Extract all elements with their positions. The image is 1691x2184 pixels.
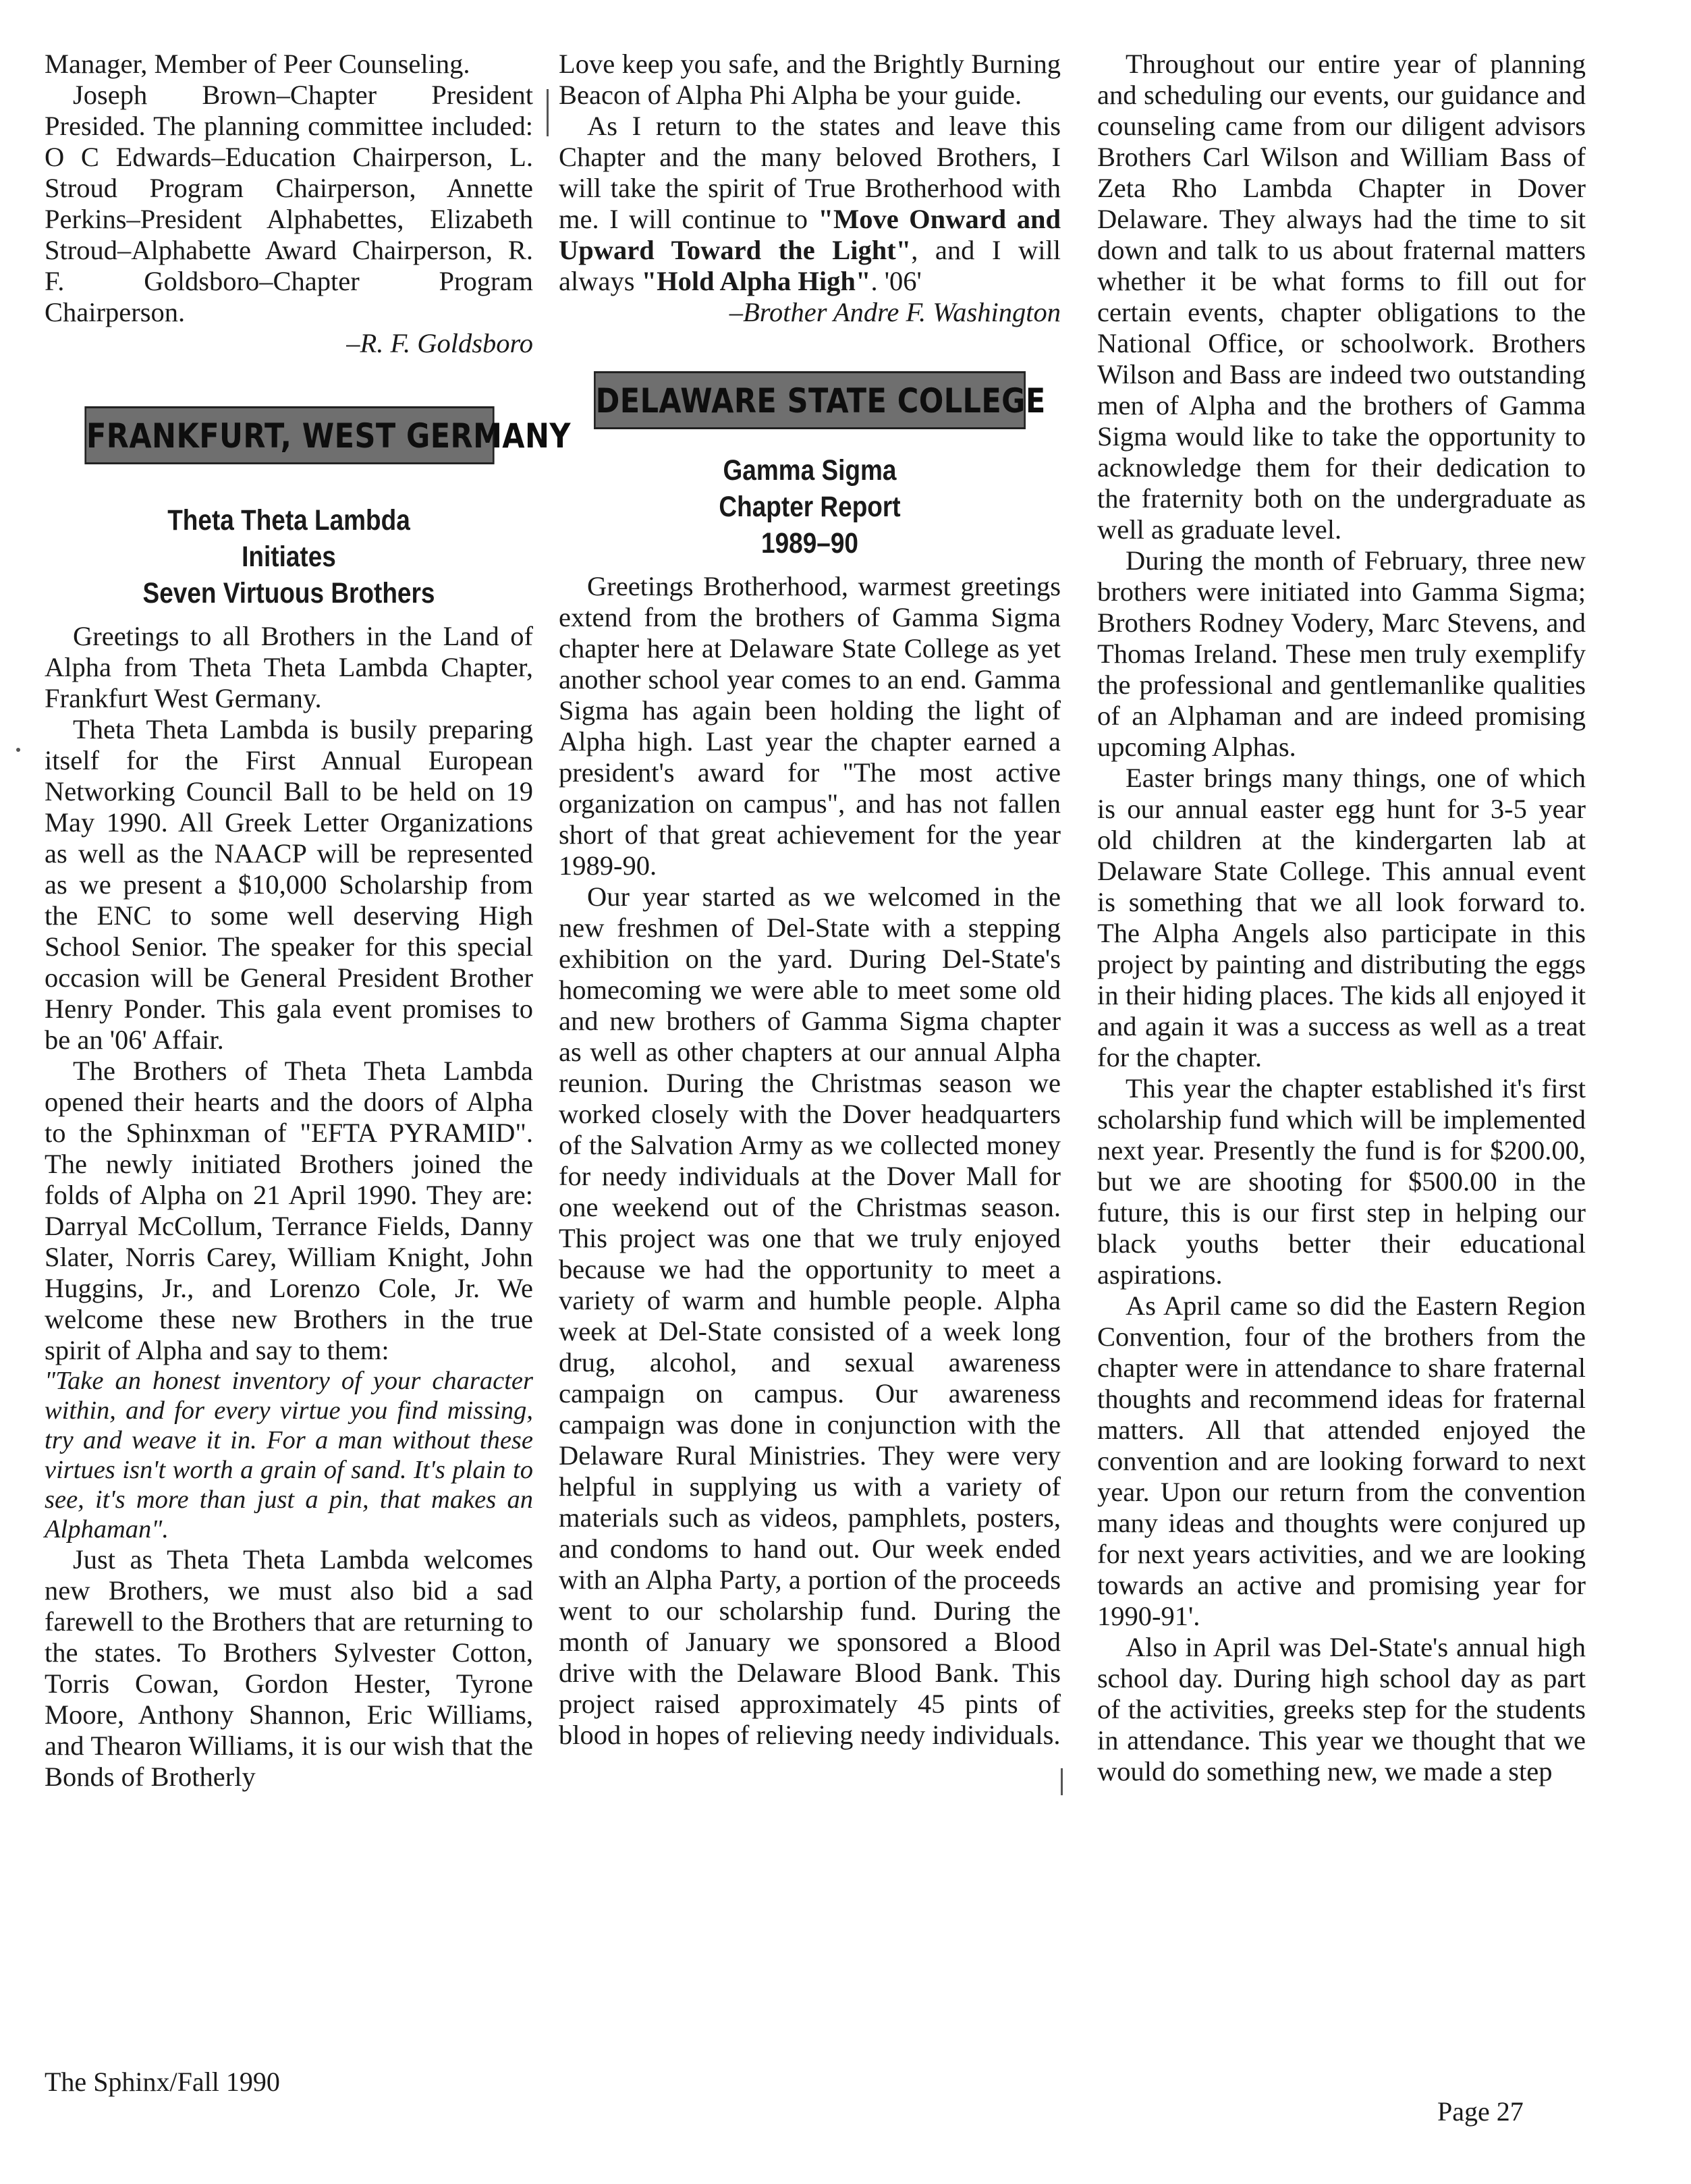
column-left [45,49,571,1793]
page-number: Page 27 [1437,2096,1524,2127]
paragraph: Our year started as we welcomed in the new freshmen of Del-State with a stepping exhibition on the yard. During Del-State's homecoming we were able to meet some old and new brothers of Gamma Sigma chapter as well as other chapters at our annual Alpha reunion. During the Christmas season we worked closely with the Dover headquarters of the Salvation Army as we collected money for needy individuals at the Dover Mall for one weekend out of the Christmas season. This project was one that we truly enjoyed because we had the opportunity to meet a variety of warm and humble people. Alpha week at Del-State consisted of a week long drug, alcohol, and sexual awareness campaign on campus. Our awareness campaign was done in conjunction with the Delaware Rural Ministries. They were very helpful in supplying us with a variety of materials such as videos, pamphlets, posters, and condoms to hand out. Our week ended with an Alpha Party, a portion of the proceeds went to our scholarship fund. During the month of January we sponsored a Blood drive with the Delaware Blood Bank. This project raised approximately 45 pints of blood in hopes of relieving needy individuals. [559,881,1061,1750]
scan-mark [16,748,20,752]
article-headline [559,452,1061,562]
headline-line: Chapter Report [719,491,901,523]
article-headline [45,502,533,611]
publication-footer: The Sphinx/Fall 1990 [45,2067,280,2097]
paragraph [559,111,1061,297]
headline-line: Theta Theta Lambda [167,504,410,537]
paragraph: Greetings Brotherhood, warmest greetings extend from the brothers of Gamma Sigma chapter here at Delaware State College as yet another school year comes to an end. Gamma Sigma has again been holding the light of Alpha high. Last year the chapter earned a president's award for "The most active organization on campus", and has not fallen short of that great achievement for the year 1989-90. [559,571,1061,881]
section-banner-delaware: DELAWARE STATE COLLEGE [594,371,1026,429]
text-run: As I return to the states and leave this Chapter and the many beloved Brothers, I will take the spirit of True Brotherhood with me. I will continue to [559,111,1061,234]
paragraph: As April came so did the Eastern Region Convention, four of the brothers from the chapter were in attendance to share fraternal thoughts and recommend ideas for fraternal matters. All that attended enjoyed the convention and are looking forward to next year. Upon our return from the convention many ideas and thoughts were conjured up for next years activities, and we are looking towards an active and promising year for 1990-91'. [1097,1290,1586,1631]
section-banner-frankfurt: FRANKFURT, WEST GERMANY [84,406,494,464]
scan-mark [1061,1768,1063,1795]
paragraph: Also in April was Del-State's annual high school day. During high school day as part of the activities, greeks step for the students in attendance. This year we thought that we would do something new, we made a step [1097,1632,1586,1786]
headline-line: Initiates [242,541,336,573]
paragraph: Joseph Brown–Chapter President Presided. The planning committee included: O C Edwards–Education Chairperson, L. Stroud Program Chairperson, Annette Perkins–President Alphabettes, Elizabeth Stroud–Alphabette Award Chairperson, R. F. Goldsboro–Chapter Program Chairperson. [45,80,533,327]
paragraph: Love keep you safe, and the Brightly Burning Beacon of Alpha Phi Alpha be your guide. [559,49,1061,110]
text-run: , and I will always [559,235,1061,296]
paragraph: Just as Theta Theta Lambda welcomes new Brothers, we must also bid a sad farewell to the Brothers that are returning to the states. To Brothers Sylvester Cotton, Torris Cowan, Gordon Hester, Tyrone Moore, Anthony Shannon, Eric Williams, and Thearon Williams, it is our wish that the Bonds of Brotherly [45,1544,533,1792]
paragraph: Theta Theta Lambda is busily preparing itself for the First Annual European Networking Council Ball to be held on 19 May 1990. All Greek Letter Organizations as well as the NAACP will be represented as we present a $10,000 Scholarship from the ENC to some well deserving High School Senior. The speaker for this special occasion will be General President Brother Henry Ponder. This gala event promises to be an '06' Affair. [45,714,533,1055]
emphasis: "Move Onward and Upward Toward the Light" [559,204,1061,265]
paragraph: Easter brings many things, one of which is our annual easter egg hunt for 3-5 year old children at the kindergarten lab at Delaware State College. This annual event is something that we all look forward to. The Alpha Angels also participate in this project by painting and distributing the eggs in their hiding places. The kids all enjoyed it and again it was a success as well as a treat for the chapter. [1097,763,1586,1072]
column-right [1097,49,1586,1787]
headline-line: 1989–90 [761,527,858,559]
poem-quote: "Take an honest inventory of your character within, and for every virtue you find missing, try and weave it in. For a man without these virtues isn't worth a grain of sand. It's plain to see, it's more than just a pin, that makes an Alphaman". [45,1367,533,1544]
paragraph: The Brothers of Theta Theta Lambda opened their hearts and the doors of Alpha to the Sphinxman of "EFTA PYRAMID". The newly initiated Brothers joined the folds of Alpha on 21 April 1990. They are: Darryal McCollum, Terrance Fields, Danny Slater, Norris Carey, William Knight, John Huggins, Jr., and Lorenzo Cole, Jr. We welcome these new Brothers in the true spirit of Alpha and say to them: [45,1056,533,1365]
paragraph: Throughout our entire year of planning and scheduling our events, our guidance and counseling came from our diligent advisors Brothers Carl Wilson and William Bass of Zeta Rho Lambda Chapter in Dover Delaware. They always had the time to sit down and talk to us about fraternal matters whether it be what forms to fill out for certain events, chapter obligations to the National Office, or schoolwork. Brothers Wilson and Bass are indeed two outstanding men of Alpha and the brothers of Gamma Sigma would like to take the opportunity to acknowledge them for their dedication to the fraternity both on the undergraduate as well as graduate level. [1097,49,1586,545]
signature: –Brother Andre F. Washington [729,297,1061,327]
text-run: . '06' [870,266,922,296]
paragraph: Greetings to all Brothers in the Land of Alpha from Theta Theta Lambda Chapter, Frankfurt West Germany. [45,621,533,713]
signature: –R. F. Goldsboro [346,328,533,358]
paragraph: Manager, Member of Peer Counseling. [45,49,470,79]
column-middle [559,49,1061,1751]
headline-line: Seven Virtuous Brothers [142,577,435,609]
scan-mark [547,89,549,136]
paragraph: This year the chapter established it's first scholarship fund which will be implemented next year. Presently the fund is for $200.00, but we are shooting for $500.00 in the future, this is our first step in helping our black youths better their educational aspirations. [1097,1073,1586,1290]
paragraph: During the month of February, three new brothers were initiated into Gamma Sigma; Brothers Rodney Vodery, Marc Stevens, and Thomas Ireland. These men truly exemplify the professional and gentlemanlike qualities of an Alphaman and are indeed promising upcoming Alphas. [1097,545,1586,762]
emphasis: "Hold Alpha High" [641,266,871,296]
headline-line: Gamma Sigma [723,454,897,487]
